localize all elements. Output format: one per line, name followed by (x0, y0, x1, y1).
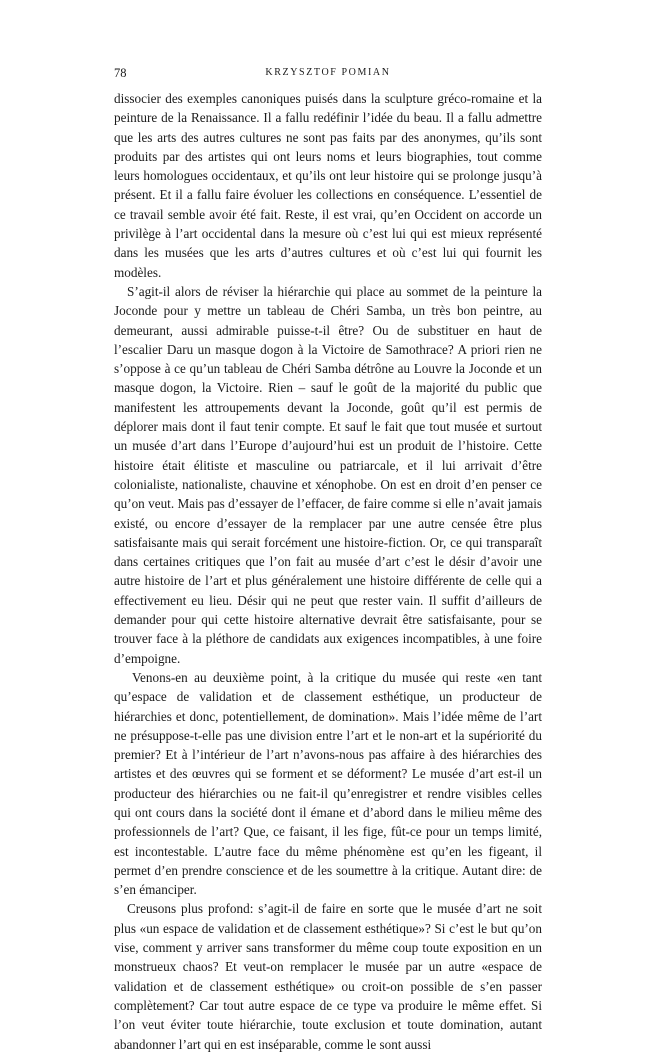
page-header (114, 66, 542, 84)
page-number: 78 (114, 66, 127, 80)
running-head-author: KRZYSZTOF POMIAN (265, 67, 391, 78)
book-page (114, 66, 542, 1054)
body-text (114, 89, 542, 1054)
paragraph: Creusons plus profond: s’agit-il de faire en sorte que le musée d’art ne soit plus «un espace de validation et de classement esthétique»? Si c’est le but qu’on vise, comment y arriver sans transformer du même coup toute exposition en un monstrueux chaos? Et veut-on remplacer le musée par un autre «espace de validation et de classement esthétique» ou croit-on possible de s’en passer complètement? Car tout autre espace de ce type va produire le même effet. Si l’on veut éviter toute hiérarchie, toute exclusion et toute domination, autant abandonner l’art qui en est inséparable, comme le sont aussi (114, 901, 542, 1052)
paragraph-continued: dissocier des exemples canoniques puisés dans la sculpture gréco-romaine et la peinture de la Renaissance. Il a fallu redéfinir l’idée du beau. Il a fallu admettre que les arts des autres cultures ne sont pas faits par des anonymes, qu’ils sont produits par des artistes qui ont leurs noms et leurs biographies, tout comme leurs homologues occidentaux, et qu’ils ont leur histoire qui se prolonge jusqu’à présent. Et il a fallu faire évoluer les collections en conséquence. L’essentiel de ce travail semble avoir été fait. Reste, il est vrai, qu’en Occident on accorde un privilège à l’art occidental dans la mesure où c’est lui qui est mieux représenté dans les musées que les arts d’autres cultures et où c’est lui qui fournit les modèles. (114, 91, 542, 280)
paragraph: Venons-en au deuxième point, à la critique du musée qui reste «en tant qu’espace de validation et de classement esthétique, un producteur de hiérarchies et donc, potentiellement, de domination». Mais l’idée même de l’art ne présuppose-t-elle pas une division entre l’art et le non-art et la supériorité du premier? Et à l’intérieur de l’art n’avons-nous pas affaire à des hiérarchies des artistes et des œuvres qui se forment et se déforment? Le musée d’art est-il un producteur des hiérarchies ou ne fait-il qu’enregistrer et rendre visibles celles qui ont cours dans la société dont il émane et d’abord dans le milieu même des professionnels de l’art? Que, ce faisant, il les fige, fût-ce pour un temps limité, est incontestable. L’autre face du même phénomène est qu’en les figeant, il permet d’en prendre conscience et de les soumettre à la critique. Autant dire: de s’en émanciper. (114, 669, 542, 898)
paragraph: S’agit-il alors de réviser la hiérarchie qui place au sommet de la peinture la Joconde pour y mettre un tableau de Chéri Samba, un très bon peintre, au demeurant, aussi admirable puisse-t-il être? Ou de substituer en haut de l’escalier Daru un masque dogon à la Victoire de Samothrace? A priori rien ne s’oppose à ce qu’un tableau de Chéri Samba détrône au Louvre la Joconde et un masque dogon, la Victoire. Rien – sauf le goût de la majorité du public que manifestent les attroupements devant la Joconde, goût qu’il est permis de déplorer mais dont il faut tenir compte. Et sauf le fait que tout musée et surtout un musée d’art dans l’Europe d’aujourd’hui est un produit de l’histoire. Cette histoire était élitiste et masculine ou patriarcale, et il lui arrivait d’être colonialiste, nationaliste, chauvine et xénophobe. On est en droit d’en penser ce qu’on veut. Mais pas d’essayer de l’effacer, de faire comme si elle n’avait jamais existé, ou encore d’essayer de la remplacer par une autre censée être plus satisfaisante mais qui serait forcément une histoire-fiction. Or, ce qui transparaît dans certaines critiques que l’on fait au musée d’art c’est le désir d’avoir une autre histoire de l’art et plus généralement une histoire différente de celle qui a effectivement eu lieu. Désir qui ne peut que rester vain. Il suffit d’ailleurs de demander pour qui cette histoire alternative devrait être satisfaisante, pour se trouver face à la pléthore de candidats aux exigences incompatibles, à une foire d’empoigne. (114, 283, 542, 666)
